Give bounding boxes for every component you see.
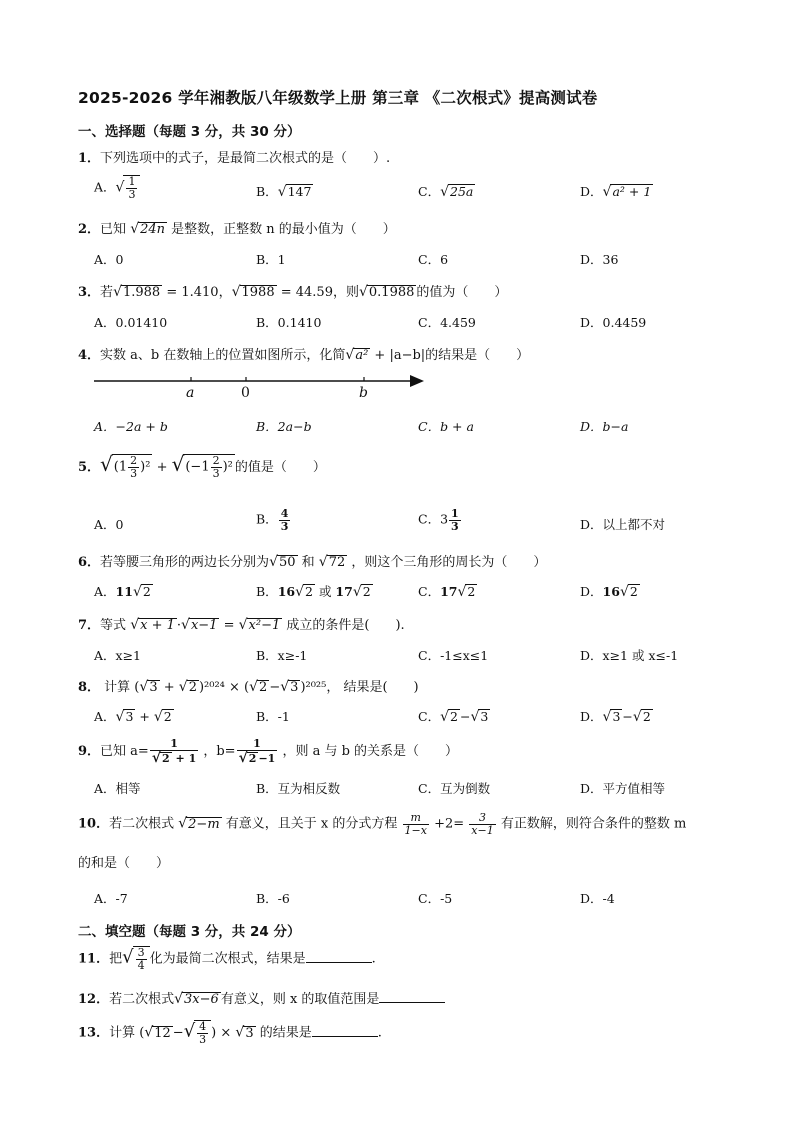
question-text: 把 xyxy=(109,951,123,967)
expression: −1 xyxy=(258,751,276,765)
question-text: 的值为（ ） xyxy=(416,285,508,300)
operator: − xyxy=(172,1025,184,1041)
question-number: 3． xyxy=(78,285,101,300)
q5-option-a: A．0 xyxy=(94,517,124,532)
coefficient: 17 xyxy=(440,584,458,599)
section-fill-heading: 二、填空题（每题 3 分，共 24 分） xyxy=(78,924,301,940)
radicand: 3 xyxy=(290,680,299,695)
q4-option-a: A．−2a + b xyxy=(94,419,168,434)
fraction-numerator: m xyxy=(403,812,429,825)
radicand: 3 xyxy=(245,1025,254,1041)
fraction-denominator: √2 + 1 xyxy=(151,749,197,766)
label-a: a xyxy=(186,385,195,401)
q1-option-b: B．√147 xyxy=(256,184,312,200)
question-number: 7． xyxy=(78,618,101,633)
fraction-numerator: 2 xyxy=(130,454,138,468)
operator: · xyxy=(176,618,182,633)
fraction-denominator: 3 xyxy=(199,1032,207,1046)
radicand: 3 xyxy=(612,709,621,724)
number-line-figure xyxy=(90,369,430,409)
radicand: 24n xyxy=(140,222,166,237)
q6-option-a: A．11√2 xyxy=(94,584,151,600)
question-2: 2．已知 √24n 是整数，正整数 n 的最小值为（ ） xyxy=(78,221,396,237)
q5-option-c xyxy=(418,508,462,532)
expression: + 1 xyxy=(171,751,197,765)
radicand: 0.1988 xyxy=(368,285,415,300)
q1-option-c: C．√25a xyxy=(418,184,474,200)
radicand: 2 xyxy=(467,584,476,599)
question-text: 有正数解，则符合条件的整数 m xyxy=(496,816,687,832)
q1-option-a: A．√ $\frac{1}{3}$ xyxy=(94,175,140,200)
radicand: 2 xyxy=(629,584,638,599)
question-text: 若二次根式 xyxy=(109,816,179,832)
q4-option-b: B．2a−b xyxy=(256,419,312,434)
radicand: 1.988 xyxy=(122,285,161,300)
expression: )²⁰²⁴ × ( xyxy=(198,680,250,695)
question-9 xyxy=(78,738,458,765)
q2-option-a: A．0 xyxy=(94,252,124,267)
question-text: )²⁰²⁵， 结果是( ) xyxy=(300,680,419,695)
question-text: 和 xyxy=(297,555,319,570)
question-number: 1． xyxy=(78,151,101,166)
q10-option-c: C．-5 xyxy=(418,891,453,906)
question-text: 有意义，且关于 x 的分式方程 xyxy=(221,816,402,832)
operator: + xyxy=(159,680,179,695)
question-10-line2: 的和是（ ） xyxy=(78,856,170,871)
fraction-denominator: x−1 xyxy=(471,823,494,837)
question-13: 13．计算 (√12 −√ $\frac{4}{3}$ ) × √3 的结果是 . xyxy=(78,1020,382,1046)
fraction-numerator: 3 xyxy=(137,946,145,959)
radicand: 147 xyxy=(287,184,312,199)
radicand: 2 xyxy=(188,680,197,695)
option-label: D． xyxy=(580,184,603,199)
number-line-svg xyxy=(90,369,430,409)
question-text: 计算 ( xyxy=(100,680,140,695)
radicand: 2 xyxy=(259,680,268,695)
q7-option-a: A．x≥1 xyxy=(94,648,142,663)
question-8: 8． 计算 (√3 + √2 )²⁰²⁴ × (√2 −√3 )²⁰²⁵， 结果是( ) xyxy=(78,679,419,695)
fraction-denominator: √2 −1 xyxy=(238,749,276,766)
radicand: 2 xyxy=(142,584,151,599)
radicand: 2−m xyxy=(188,816,220,832)
section-choice-heading: 一、选择题（每题 3 分，共 30 分） xyxy=(78,124,301,140)
radicand: x²−1 xyxy=(248,618,281,633)
q10-option-d: D．-4 xyxy=(580,891,615,906)
question-1 xyxy=(78,147,390,166)
fraction-numerator: 2 xyxy=(212,454,220,468)
radicand: a² + 1 xyxy=(612,184,652,199)
question-text: 化为最简二次根式，结果是 xyxy=(149,951,306,967)
option-label: B． xyxy=(256,184,278,199)
question-text: . xyxy=(377,1025,382,1041)
label-b: b xyxy=(359,385,368,401)
question-text: 若等腰三角形的两边长分别为 xyxy=(100,555,270,570)
option-label: B． xyxy=(256,511,278,527)
question-text: = 1.410， xyxy=(162,285,232,300)
question-7: 7．等式 √x + 1 ·√x−1 = √x²−1 成立的条件是( ). xyxy=(78,617,405,633)
option-label: C． xyxy=(418,709,441,724)
question-text: = 44.59，则 xyxy=(276,285,359,300)
operator: + xyxy=(135,709,154,724)
expression: (−1 xyxy=(185,460,210,475)
coefficient: 17 xyxy=(335,584,353,599)
q6-option-d: D．16√2 xyxy=(580,584,638,600)
q5-option-b xyxy=(256,508,291,532)
radicand: a² xyxy=(355,348,369,363)
option-label: D． xyxy=(580,709,603,724)
operator: = xyxy=(219,618,239,633)
expression: ) × xyxy=(211,1025,236,1041)
question-text: + |a−b|的结果是（ ） xyxy=(370,348,530,363)
option-label: D． xyxy=(580,584,603,599)
question-text: 的结果是 xyxy=(255,1025,312,1041)
question-text: 有意义，则 x 的取值范围是 xyxy=(220,992,380,1007)
radicand: 2 xyxy=(305,584,313,599)
question-text: 的值是（ ） xyxy=(234,460,326,475)
answer-blank[interactable] xyxy=(312,1024,378,1037)
question-text: ，b= xyxy=(199,744,236,760)
fraction-denominator: 4 xyxy=(137,958,145,972)
option-label: C． xyxy=(418,184,441,199)
question-text: ，则这个三角形的周长为（ ） xyxy=(347,555,547,570)
option-label: B． xyxy=(256,584,278,599)
expression: +2= xyxy=(429,816,469,832)
option-label: C． xyxy=(418,584,441,599)
question-5: 5．√(1 $\frac{2}{3}$ )² + √(−1 $\frac{2}{3}$ )² 的值是（ ） xyxy=(78,452,326,480)
radicand: 1988 xyxy=(241,285,275,300)
question-number: 10． xyxy=(78,816,110,832)
q10-option-a: A．-7 xyxy=(94,891,128,906)
q5-option-d: D．以上都不对 xyxy=(580,517,666,532)
question-number: 12． xyxy=(78,992,110,1007)
question-number: 2． xyxy=(78,222,101,237)
question-number: 5． xyxy=(78,460,101,475)
question-text: . xyxy=(371,951,376,967)
question-text: 下列选项中的式子，是最简二次根式的是（ ）. xyxy=(100,151,391,166)
q7-option-b: B．x≥-1 xyxy=(256,648,308,663)
coefficient: 16 xyxy=(602,584,620,599)
expression: )² xyxy=(222,460,233,475)
question-text: 若二次根式 xyxy=(109,992,175,1007)
question-number: 9． xyxy=(78,744,101,760)
operator: − xyxy=(269,680,281,695)
q9-option-c: C．互为倒数 xyxy=(418,781,491,796)
fraction-denominator: 3 xyxy=(212,467,220,480)
coefficient: 11 xyxy=(115,584,133,599)
radicand: 25a xyxy=(450,184,474,199)
q6-option-c: C．17√2 xyxy=(418,584,476,600)
option-label: A． xyxy=(94,584,116,599)
expression: (1 xyxy=(113,460,128,475)
q8-option-c: C．√2 −√3 xyxy=(418,709,489,725)
q7-option-d: D．x≥1 或 x≤-1 xyxy=(580,648,679,663)
q8-option-a: A．√3 + √2 xyxy=(94,709,172,725)
page-title: 2025-2026 学年湘教版八年级数学上册 第三章 《二次根式》提高测试卷 xyxy=(78,89,598,107)
question-text: 实数 a、b 在数轴上的位置如图所示，化简 xyxy=(100,348,346,363)
radicand: 72 xyxy=(328,555,346,570)
q4-option-c: C．b + a xyxy=(418,419,474,434)
expression: )² xyxy=(140,460,151,475)
question-text: 是整数，正整数 n 的最小值为（ ） xyxy=(167,222,396,237)
radicand: 12 xyxy=(154,1025,171,1041)
radicand: 3 xyxy=(149,680,158,695)
q4-option-d: D．b−a xyxy=(580,419,629,434)
q3-option-a: A．0.01410 xyxy=(94,315,168,330)
fraction-denominator: 3 xyxy=(451,519,459,533)
q1-option-d: D．√a² + 1 xyxy=(580,184,652,200)
question-text: ，则 a 与 b 的关系是（ ） xyxy=(278,744,459,760)
question-3: 3．若√1.988 = 1.410，√1988 = 44.59，则√0.1988 的值为（ ） xyxy=(78,284,508,300)
coefficient: 16 xyxy=(277,584,296,599)
option-label: C．3 xyxy=(418,511,449,527)
fraction-denominator: 3 xyxy=(130,467,138,480)
question-4: 4．实数 a、b 在数轴上的位置如图所示，化简√a² + |a−b|的结果是（ ） xyxy=(78,347,530,363)
radicand: x + 1 xyxy=(140,618,175,633)
operator: + xyxy=(152,460,172,475)
fraction-denominator: 3 xyxy=(280,519,289,533)
radicand: x−1 xyxy=(190,618,218,633)
radicand: 3 xyxy=(125,709,134,724)
question-text: 已知 a= xyxy=(100,744,149,760)
fraction-numerator: 1 xyxy=(237,738,278,751)
label-zero: 0 xyxy=(241,385,250,401)
question-text: 若 xyxy=(100,285,114,300)
q3-option-c: C．4.459 xyxy=(418,315,476,330)
q10-option-b: B．-6 xyxy=(256,891,290,906)
radicand: 2 xyxy=(362,584,371,599)
q9-option-d: D．平方值相等 xyxy=(580,781,666,796)
question-number: 6． xyxy=(78,555,101,570)
question-12: 12．若二次根式√3x−6 有意义，则 x 的取值范围是 xyxy=(78,988,445,1007)
q8-option-b: B．-1 xyxy=(256,709,290,724)
fraction-numerator: 1 xyxy=(128,175,136,188)
fraction-numerator: 4 xyxy=(199,1020,207,1033)
fraction-numerator: 1 xyxy=(451,507,459,520)
radicand: 2 xyxy=(642,709,651,724)
question-text: 等式 xyxy=(100,618,131,633)
q3-option-b: B．0.1410 xyxy=(256,315,322,330)
option-label: A． xyxy=(94,709,116,724)
answer-blank[interactable] xyxy=(306,950,372,963)
operator: − xyxy=(459,709,471,724)
question-number: 4． xyxy=(78,348,101,363)
radicand: 2 xyxy=(450,709,458,724)
question-number: 11． xyxy=(78,951,110,967)
radicand: 3x−6 xyxy=(184,992,219,1007)
operator: − xyxy=(622,709,633,724)
question-6: 6．若等腰三角形的两边长分别为√50 和 √72 ，则这个三角形的周长为（ ） xyxy=(78,554,547,570)
question-text: 已知 xyxy=(100,222,131,237)
radicand: 50 xyxy=(278,555,296,570)
question-number: 13． xyxy=(78,1025,110,1041)
radicand: 3 xyxy=(480,709,489,724)
answer-blank[interactable] xyxy=(379,990,445,1003)
radicand: 2 xyxy=(163,709,172,724)
option-label: A． xyxy=(94,179,116,195)
q9-option-a: A．相等 xyxy=(94,781,141,796)
q7-option-c: C．-1≤x≤1 xyxy=(418,648,489,663)
question-11: 11．把√ $\frac{3}{4}$ 化为最简二次根式，结果是 . xyxy=(78,946,376,972)
question-number: 8． xyxy=(78,680,101,695)
q6-option-b: B．16√2 或 17√2 xyxy=(256,584,371,600)
q9-option-b: B．互为相反数 xyxy=(256,781,341,796)
radicand: 2 xyxy=(162,751,170,765)
radicand: 2 xyxy=(248,751,257,765)
fraction-numerator: 1 xyxy=(150,738,198,751)
q2-option-c: C．6 xyxy=(418,252,449,267)
q8-option-d: D．√3 −√2 xyxy=(580,709,651,725)
question-text: 成立的条件是( ). xyxy=(282,618,405,633)
fraction-numerator: 4 xyxy=(280,507,289,520)
q3-option-d: D．0.4459 xyxy=(580,315,647,330)
arrow-icon xyxy=(410,375,424,387)
question-10: 10．若二次根式 √2−m 有意义，且关于 x 的分式方程 $\frac{m}{1-x}$ +2= $\frac{3}{x-1}$ 有正数解，则符合条件的整数 m xyxy=(78,811,687,837)
option-text: 或 xyxy=(314,584,336,599)
fraction-denominator: 3 xyxy=(128,187,136,201)
q2-option-d: D．36 xyxy=(580,252,619,267)
q2-option-b: B．1 xyxy=(256,252,286,267)
question-text: 计算 ( xyxy=(109,1025,145,1041)
fraction-numerator: 3 xyxy=(469,812,495,825)
fraction-denominator: 1−x xyxy=(404,823,427,837)
